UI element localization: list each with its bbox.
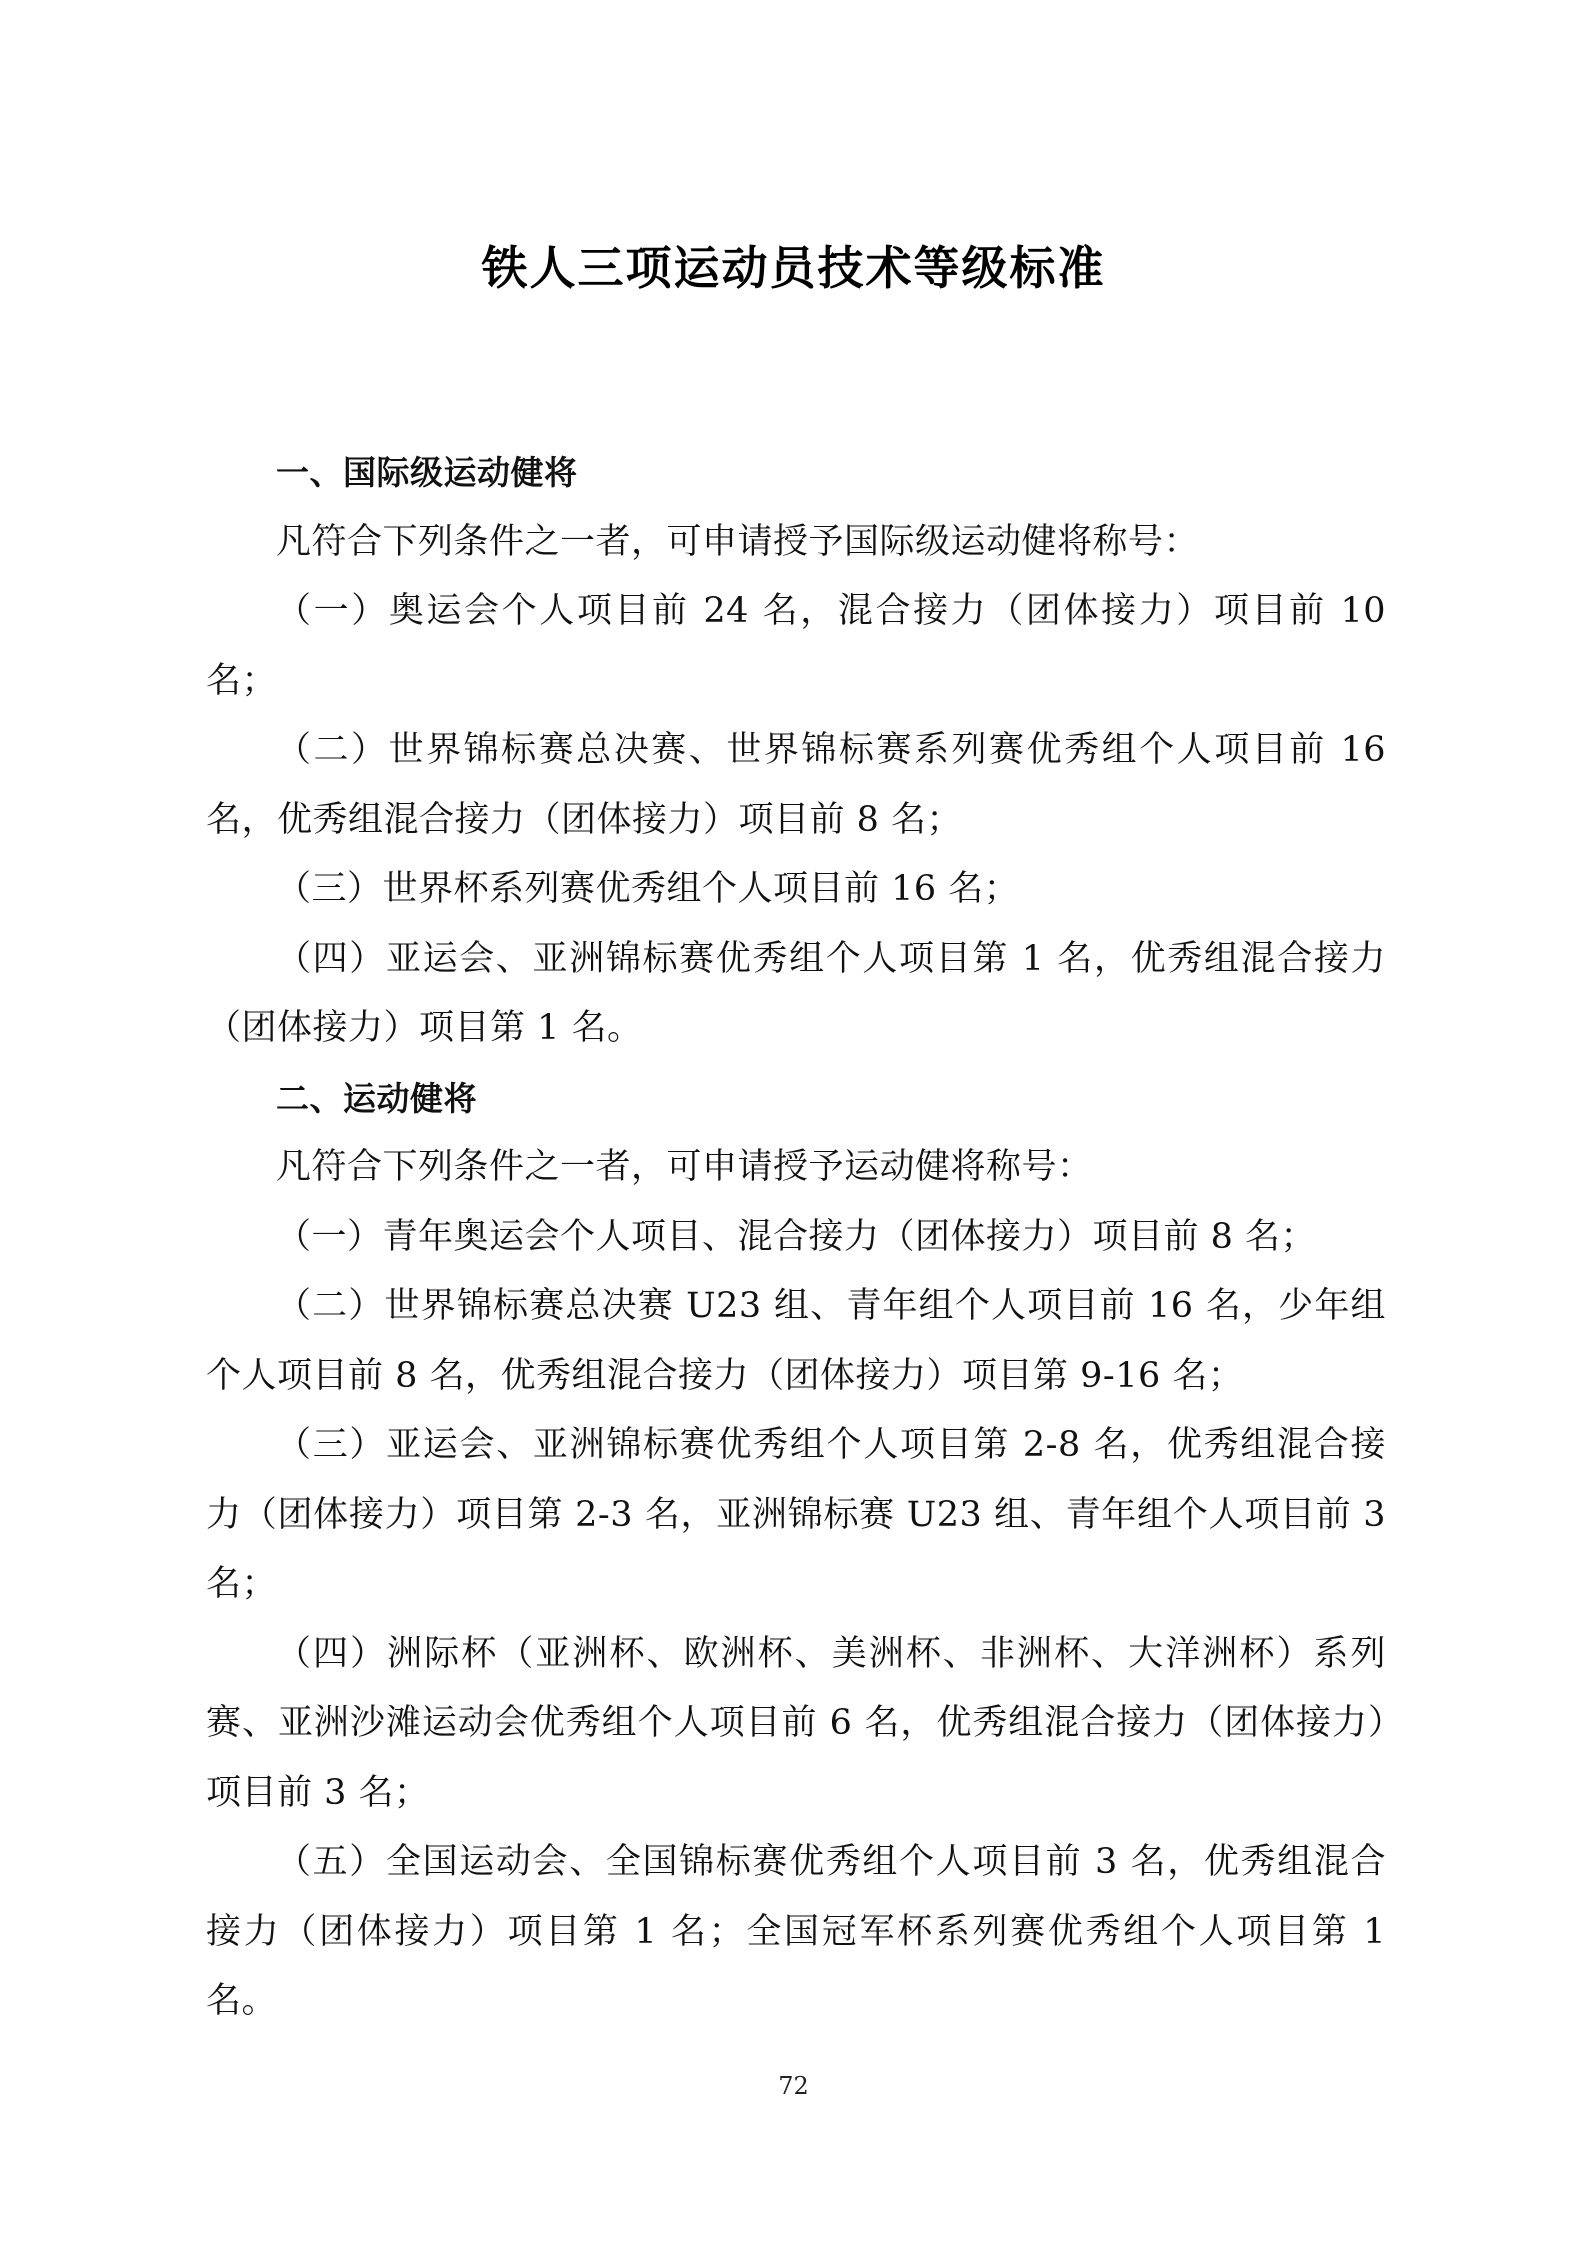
list-item: （二）世界锦标赛总决赛 U23 组、青年组个人项目前 16 名，少年组个人项目前 8 名，优秀组混合接力（团体接力）项目第 9-16 名； bbox=[206, 1286, 1386, 1396]
list-item: （四）亚运会、亚洲锦标赛优秀组个人项目第 1 名，优秀组混合接力（团体接力）项目第 1 名。 bbox=[206, 938, 1386, 1048]
section-intro: 凡符合下列条件之一者，可申请授予国际级运动健将称号： bbox=[276, 521, 1200, 562]
list-item: （一）奥运会个人项目前 24 名，混合接力（团体接力）项目前 10 名； bbox=[206, 591, 1386, 701]
document-title: 铁人三项运动员技术等级标准 bbox=[481, 241, 1106, 295]
section-intro: 凡符合下列条件之一者，可申请授予运动健将称号： bbox=[276, 1147, 1093, 1187]
list-item: （二）世界锦标赛总决赛、世界锦标赛系列赛优秀组个人项目前 16 名，优秀组混合接力（团体接力）项目前 8 名； bbox=[206, 730, 1386, 840]
list-item: （四）洲际杯（亚洲杯、欧洲杯、美洲杯、非洲杯、大洋洲杯）系列赛、亚洲沙滩运动会优秀组个人项目前 6 名，优秀组混合接力（团体接力）项目前 3 名； bbox=[206, 1633, 1386, 1813]
list-item: （五）全国运动会、全国锦标赛优秀组个人项目前 3 名，优秀组混合接力（团体接力）项目第 1 名；全国冠军杯系列赛优秀组个人项目第 1 名。 bbox=[206, 1842, 1386, 2021]
document-body bbox=[206, 438, 1386, 2037]
page-number: 72 bbox=[778, 2072, 809, 2100]
section-heading-master: 二、运动健将 bbox=[276, 1078, 477, 1118]
section-heading-international-master: 一、国际级运动健将 bbox=[276, 453, 578, 492]
list-item: （一）青年奥运会个人项目、混合接力（团体接力）项目前 8 名； bbox=[276, 1216, 1317, 1257]
list-item: （三）亚运会、亚洲锦标赛优秀组个人项目第 2-8 名，优秀组混合接力（团体接力）项目第 2-3 名，亚洲锦标赛 U23 组、青年组个人项目前 3 名； bbox=[206, 1425, 1386, 1604]
list-item: （三）世界杯系列赛优秀组个人项目前 16 名； bbox=[276, 869, 1020, 909]
